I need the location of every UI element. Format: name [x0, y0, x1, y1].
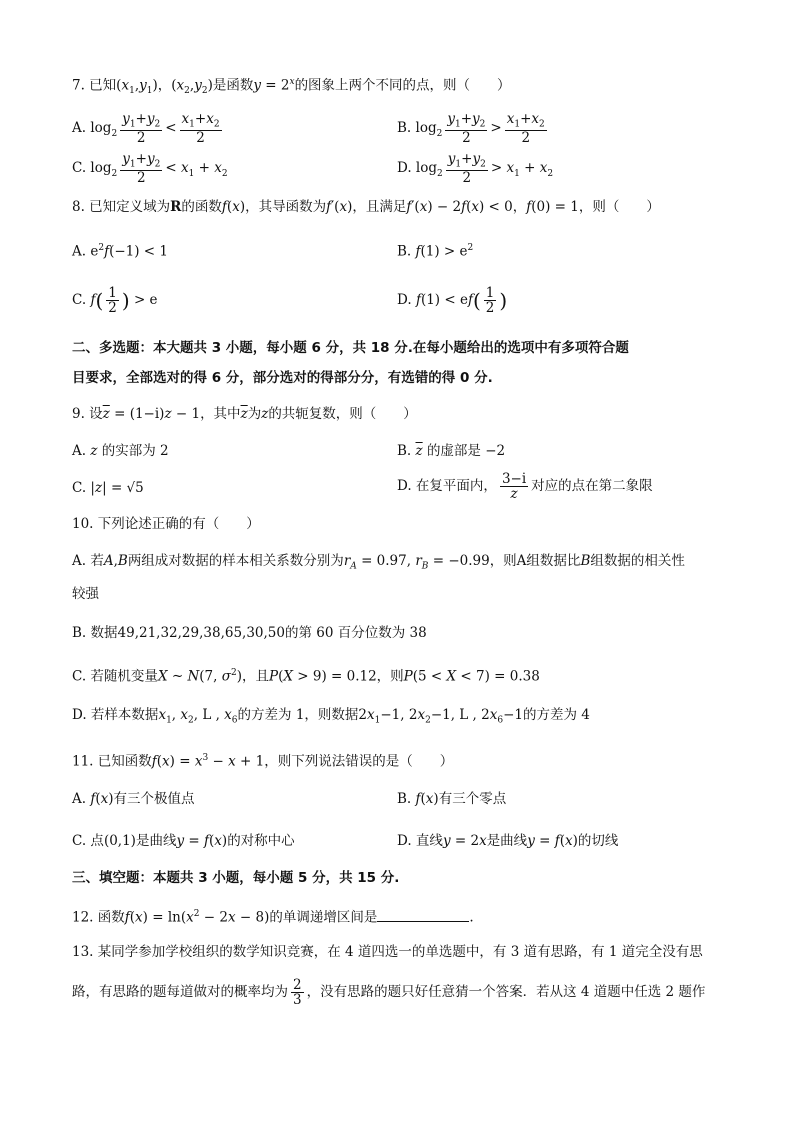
- q9-option-b: B. $\overline{z}$ 的虚部是 −2: [397, 443, 506, 459]
- section3-heading: 三、填空题：本题共 3 小题，每小题 5 分，共 15 分.: [72, 870, 400, 886]
- q11-option-a: A. f(x)有三个极值点: [72, 791, 195, 807]
- q8-option-b: B. $f(1) > e^2$: [397, 243, 474, 260]
- q8-option-a: A. $e^2f(-1) < 1$: [72, 243, 168, 260]
- q9-option-a: A. z 的实部为 2: [72, 443, 169, 459]
- q8-option-d: D. f(1) < ef( $\frac{1}{2}$ ): [397, 285, 508, 317]
- section2-heading-line1: 二、多选题：本大题共 3 小题，每小题 6 分，共 18 分.在每小题给出的选项中有多项符合题: [72, 340, 629, 356]
- q10-option-a: A. 若A,B两组成对数据的样本相关系数分别为$r_A = 0.97$, $r_B = -0.99$，则A组数据比B组数据的相关性: [72, 553, 685, 572]
- q10-option-a-line2: 较强: [72, 586, 99, 602]
- q9-option-d: D. 在复平面内， $\frac{3-i}{z}$ 对应的点在第二象限: [397, 471, 653, 503]
- q8-option-c: C. f( $\frac{1}{2}$ ) > e: [72, 285, 158, 317]
- q11-option-d: D. 直线y = 2x是曲线y = f(x)的切线: [397, 833, 619, 849]
- q9-option-c: C. |z| = √5: [72, 480, 144, 496]
- q12-stem: 12. 函数$f(x) = \ln(x^2 - 2x - 8)$的单调递增区间是 .: [72, 909, 474, 926]
- q7-option-b: B. $\log_2$ $\frac{y_1+y_2}{2}$ > $\frac{x_1+x_2}{2}$: [397, 111, 545, 147]
- q7-option-a: A. $\log_2$ $\frac{y_1+y_2}{2}$ < $\frac{x_1+x_2}{2}$: [72, 111, 220, 147]
- q9-stem: 9. 设$\overline{z} = (1-i)z - 1$，其中$\overline{z}$为z的共轭复数，则（ ）: [72, 406, 417, 422]
- q10-option-c: C. 若随机变量X ~ N(7, $\sigma^2$)，且P(X > 9) = 0.12，则P(5 < X < 7) = 0.38: [72, 668, 540, 685]
- q7-option-c: C. $\log_2$ $\frac{y_1+y_2}{2}$ < $x_1 + x_2$: [72, 151, 228, 187]
- q10-option-d: D. 若样本数据$x_1$, $x_2$, L , $x_6$的方差为 1，则数据$2x_1-1$, $2x_2-1$, L , $2x_6-1$的方差为 4: [72, 707, 590, 726]
- q13-line2: 路，有思路的题每道做对的概率均为 $\frac{2}{3}$ ，没有思路的题只好任意猜一个答案．若从这 4 道题中任选 2 题作: [72, 977, 706, 1009]
- q10-option-b: B. 数据49,21,32,29,38,65,30,50的第 60 百分位数为 38: [72, 625, 427, 641]
- q10-stem: 10. 下列论述正确的有（ ）: [72, 516, 260, 532]
- q7-option-d: D. $\log_2$ $\frac{y_1+y_2}{2}$ > $x_1 + x_2$: [397, 151, 554, 187]
- q13-line1: 13. 某同学参加学校组织的数学知识竞赛，在 4 道四选一的单选题中，有 3 道有思路，有 1 道完全没有思: [72, 944, 703, 960]
- q11-option-c: C. 点(0,1)是曲线y = f(x)的对称中心: [72, 833, 295, 849]
- q7-stem: 7. 已知$(x_1,y_1)$，$(x_2,y_2)$是函数$y = 2^x$的图象上两个不同的点，则（ ）: [72, 77, 511, 97]
- q11-option-b: B. f(x)有三个零点: [397, 791, 507, 807]
- q8-stem: 8. 已知定义域为R的函数f(x)，其导函数为f′(x)，且满足f′(x) − 2f(x) < 0，f(0) = 1，则（ ）: [72, 199, 660, 215]
- q11-stem: 11. 已知函数$f(x) = x^3 - x + 1$，则下列说法错误的是（ ）: [72, 753, 454, 770]
- answer-blank[interactable]: [377, 909, 469, 922]
- section2-heading-line2: 目要求，全部选对的得 6 分，部分选对的得部分分，有选错的得 0 分.: [72, 370, 493, 386]
